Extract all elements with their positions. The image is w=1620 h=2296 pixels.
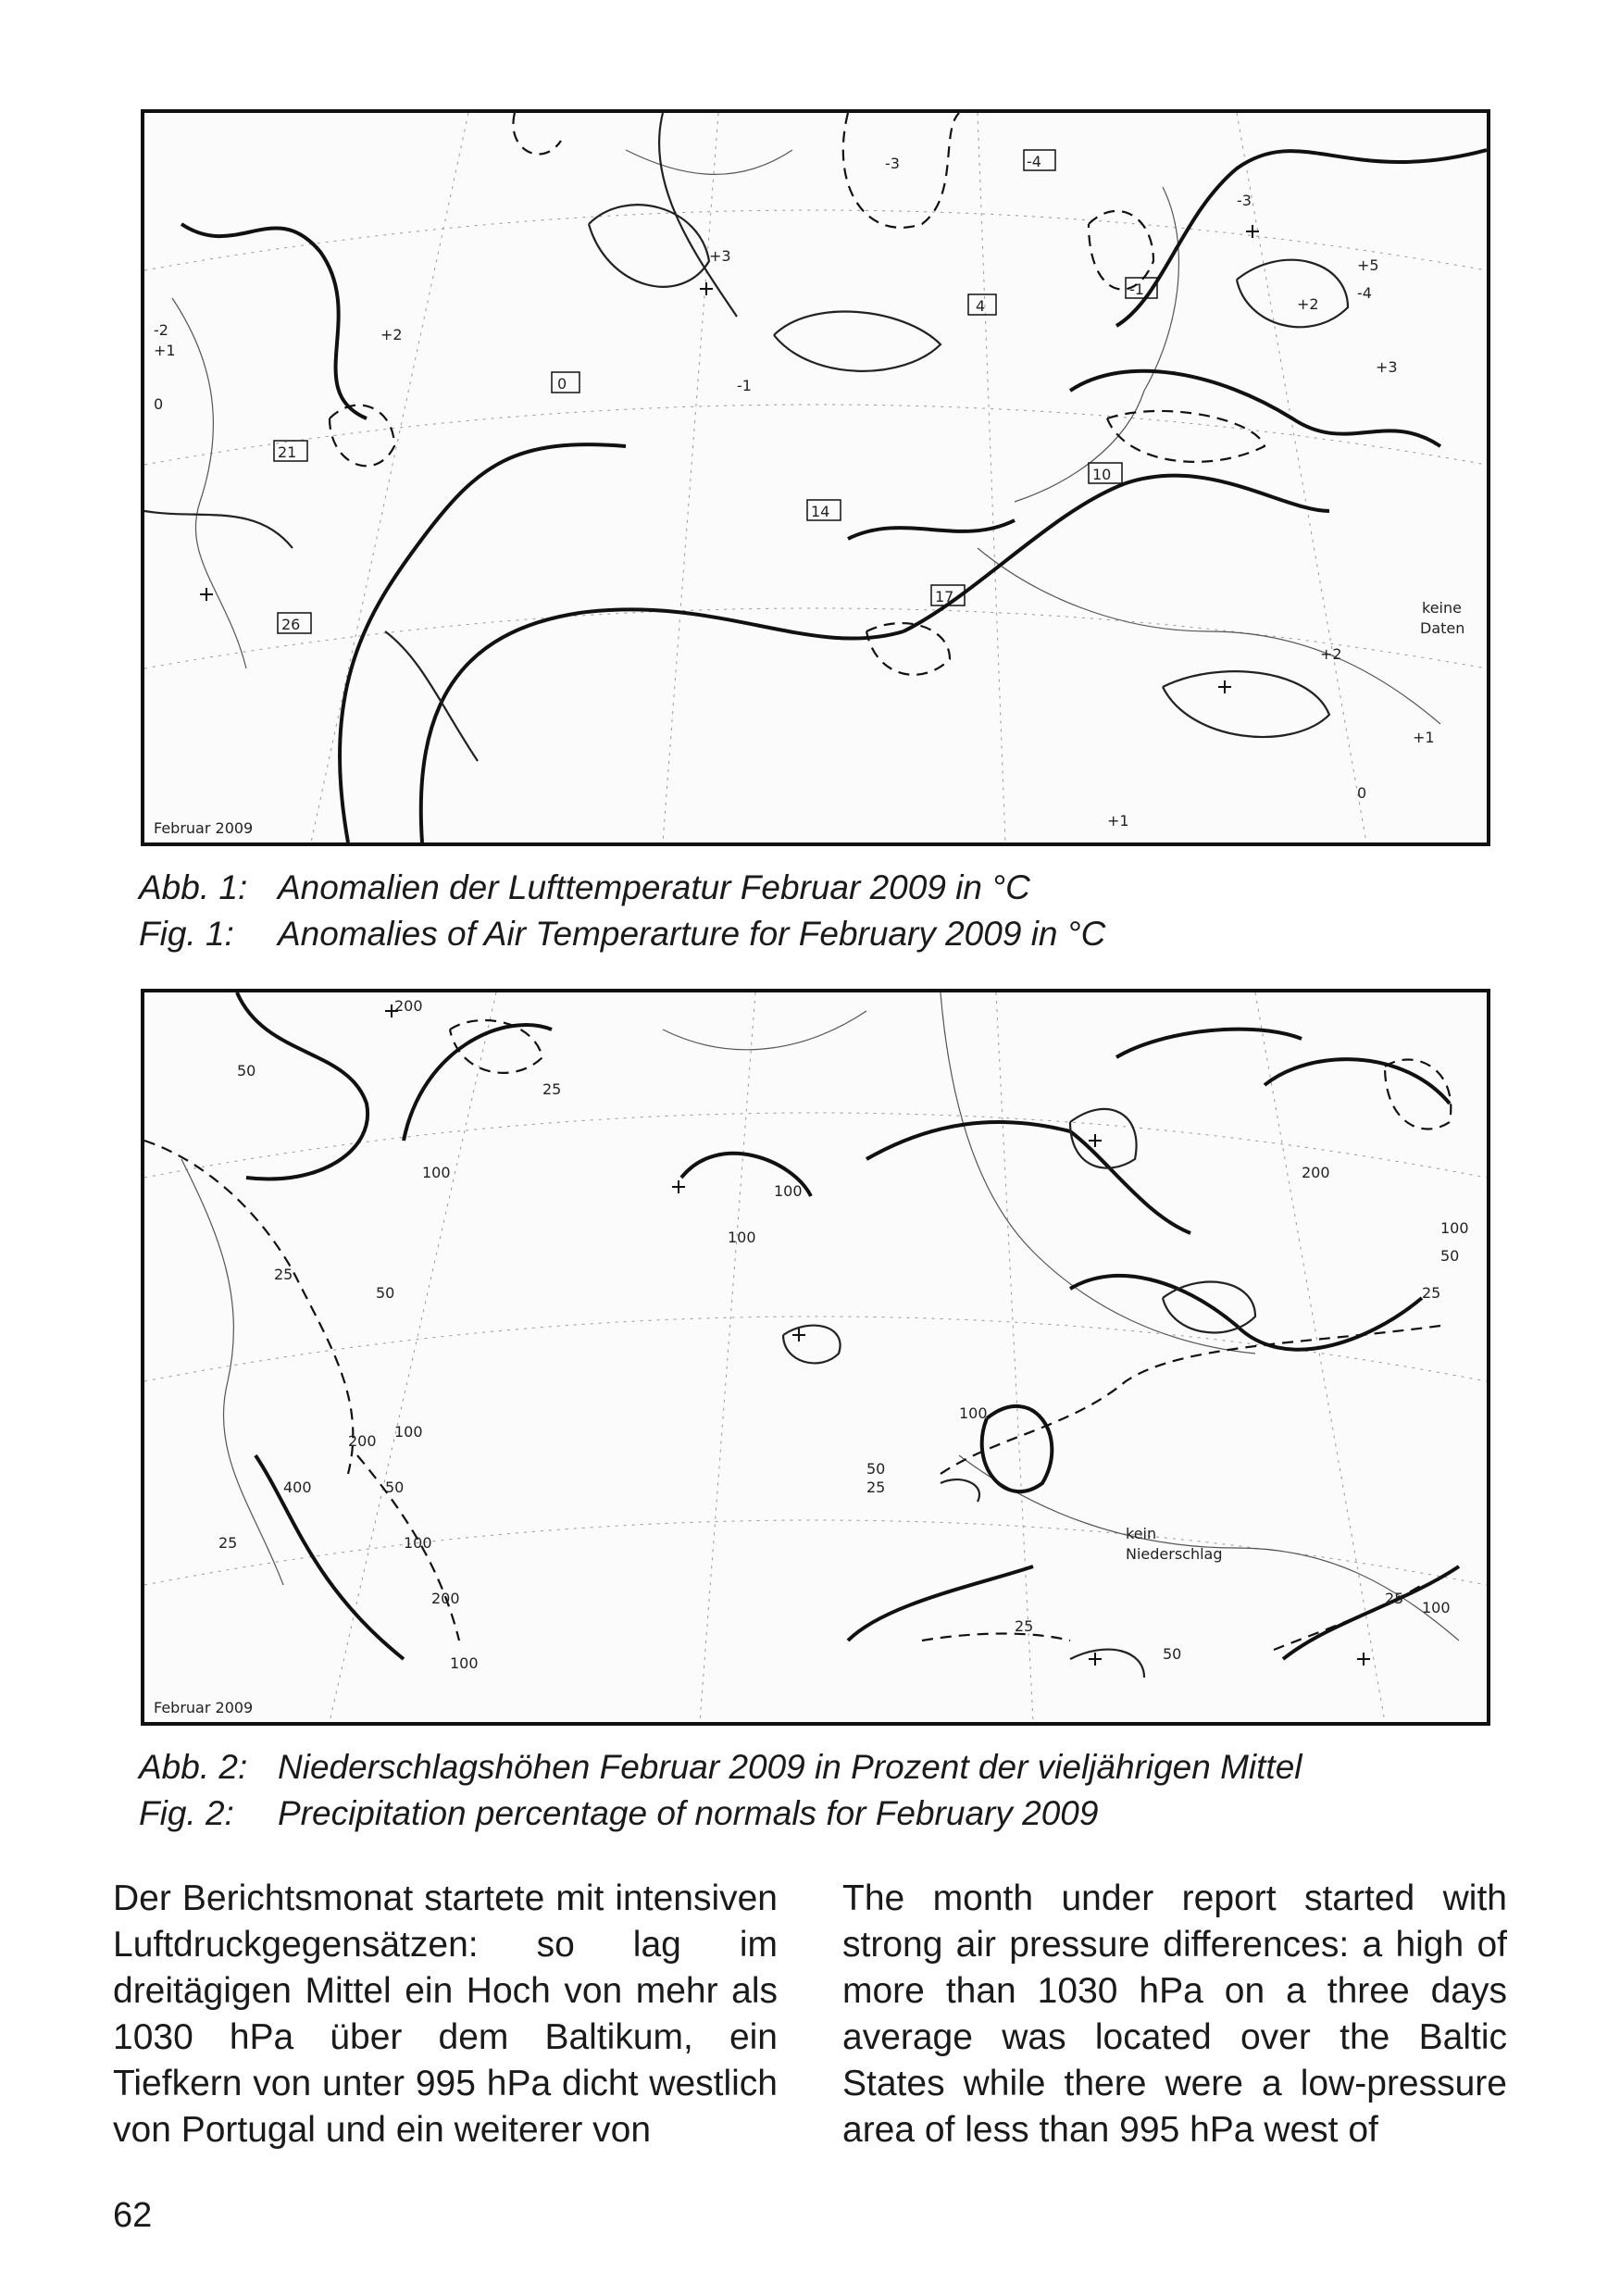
caption-text: Anomalien der Lufttemperatur Februar 2009 in °C [278, 868, 1030, 906]
map-label: keine [1422, 599, 1462, 617]
map-label: +1 [1413, 729, 1435, 746]
map-label: 100 [422, 1164, 451, 1181]
map-label: 100 [404, 1534, 432, 1552]
map-label: 100 [1440, 1219, 1469, 1237]
map-label: Niederschlag [1126, 1545, 1223, 1563]
caption-prefix: Fig. 1: [139, 915, 234, 953]
map-label: 50 [866, 1460, 886, 1478]
map-label: 100 [728, 1229, 756, 1246]
map-label: 25 [1015, 1617, 1034, 1635]
precipitation-map-drawing [144, 992, 1487, 1722]
map-label: -4 [1357, 284, 1372, 302]
map-label: -3 [1237, 192, 1252, 209]
map-label: +2 [1320, 645, 1342, 663]
map-label: 400 [283, 1479, 312, 1496]
map-label: 200 [1302, 1164, 1330, 1181]
map-label: +2 [1297, 295, 1319, 313]
map-label: 50 [385, 1479, 405, 1496]
map-label: 0 [154, 395, 164, 413]
map-label: +2 [380, 326, 403, 343]
plus-marks [385, 1004, 1370, 1666]
temperature-anomaly-map [141, 109, 1490, 846]
map-label: 100 [450, 1654, 479, 1672]
map-label: 4 [976, 297, 986, 315]
caption-text: Niederschlagshöhen Februar 2009 in Prozent der vieljährigen Mittel [278, 1748, 1302, 1786]
map-label: 25 [274, 1266, 293, 1283]
map-label: +1 [1107, 812, 1129, 830]
map-label: -3 [885, 155, 900, 172]
map-label: 0 [1357, 784, 1367, 802]
map-label: -1 [1129, 281, 1144, 298]
plus-marks [200, 225, 1259, 693]
map-label: -4 [1027, 153, 1041, 170]
map-label: 25 [1385, 1590, 1404, 1607]
map-label: 100 [1422, 1599, 1451, 1616]
map-label: +1 [154, 342, 176, 359]
map-label: 10 [1092, 466, 1112, 483]
map-label: 17 [935, 588, 954, 605]
map-label: 50 [1163, 1645, 1182, 1663]
precipitation-percentage-map [141, 989, 1490, 1726]
map-label: 26 [281, 616, 301, 633]
map-label: 100 [394, 1423, 423, 1441]
paragraph-en: The month under report started with strong air pressure differences: a high of more than 1030 hPa on a three days average was located over the Baltic States while there were a low-pressure area of less than 995 hPa west of [842, 1878, 1507, 2150]
map-label: +3 [1376, 358, 1398, 376]
figure1-caption-de [139, 868, 1030, 907]
map-label: -2 [154, 321, 168, 339]
map-stamp: Februar 2009 [154, 1699, 254, 1716]
caption-prefix: Fig. 2: [139, 1794, 234, 1832]
map-stamp: Februar 2009 [154, 819, 254, 837]
map-label: 100 [959, 1404, 988, 1422]
map-label: 25 [1422, 1284, 1441, 1302]
body-text-english [842, 1876, 1507, 2153]
map-label: 100 [774, 1182, 803, 1200]
map-label: kein [1126, 1525, 1157, 1542]
caption-prefix: Abb. 1: [139, 868, 248, 906]
page-number: 62 [113, 2196, 153, 2235]
map-label: +3 [709, 247, 731, 265]
paragraph-de: Der Berichtsmonat startete mit intensiven Luftdruckgegensätzen: so lag im dreitägigen Mittel ein Hoch von mehr als 1030 hPa über dem Baltikum, ein Tiefkern von unter 995 hPa dicht westlich von Portugal und ein weiterer von [113, 1878, 778, 2150]
map-label: 200 [394, 997, 423, 1015]
figure2-caption-en [139, 1794, 1098, 1833]
map-label: 200 [348, 1432, 377, 1450]
map-label: 25 [866, 1479, 886, 1496]
caption-text: Precipitation percentage of normals for February 2009 [278, 1794, 1099, 1832]
map-label: -1 [737, 377, 752, 394]
caption-text: Anomalies of Air Temperarture for February 2009 in °C [278, 915, 1106, 953]
caption-prefix: Abb. 2: [139, 1748, 248, 1786]
figure2-caption-de [139, 1748, 1302, 1787]
map-label: 25 [542, 1080, 562, 1098]
map-label: 0 [557, 375, 567, 393]
map-label: 200 [431, 1590, 460, 1607]
map-label: 21 [278, 443, 297, 461]
map-label: +5 [1357, 256, 1379, 274]
figure1-caption-en [139, 915, 1105, 954]
map-label: 25 [218, 1534, 238, 1552]
map-label: 50 [376, 1284, 395, 1302]
map-label: 50 [237, 1062, 256, 1079]
map-label: 14 [811, 503, 830, 520]
map-label: 50 [1440, 1247, 1460, 1265]
body-text-german [113, 1876, 778, 2153]
temperature-map-labels [154, 150, 1464, 837]
map-label: Daten [1420, 619, 1465, 637]
temperature-map-drawing [144, 113, 1487, 842]
